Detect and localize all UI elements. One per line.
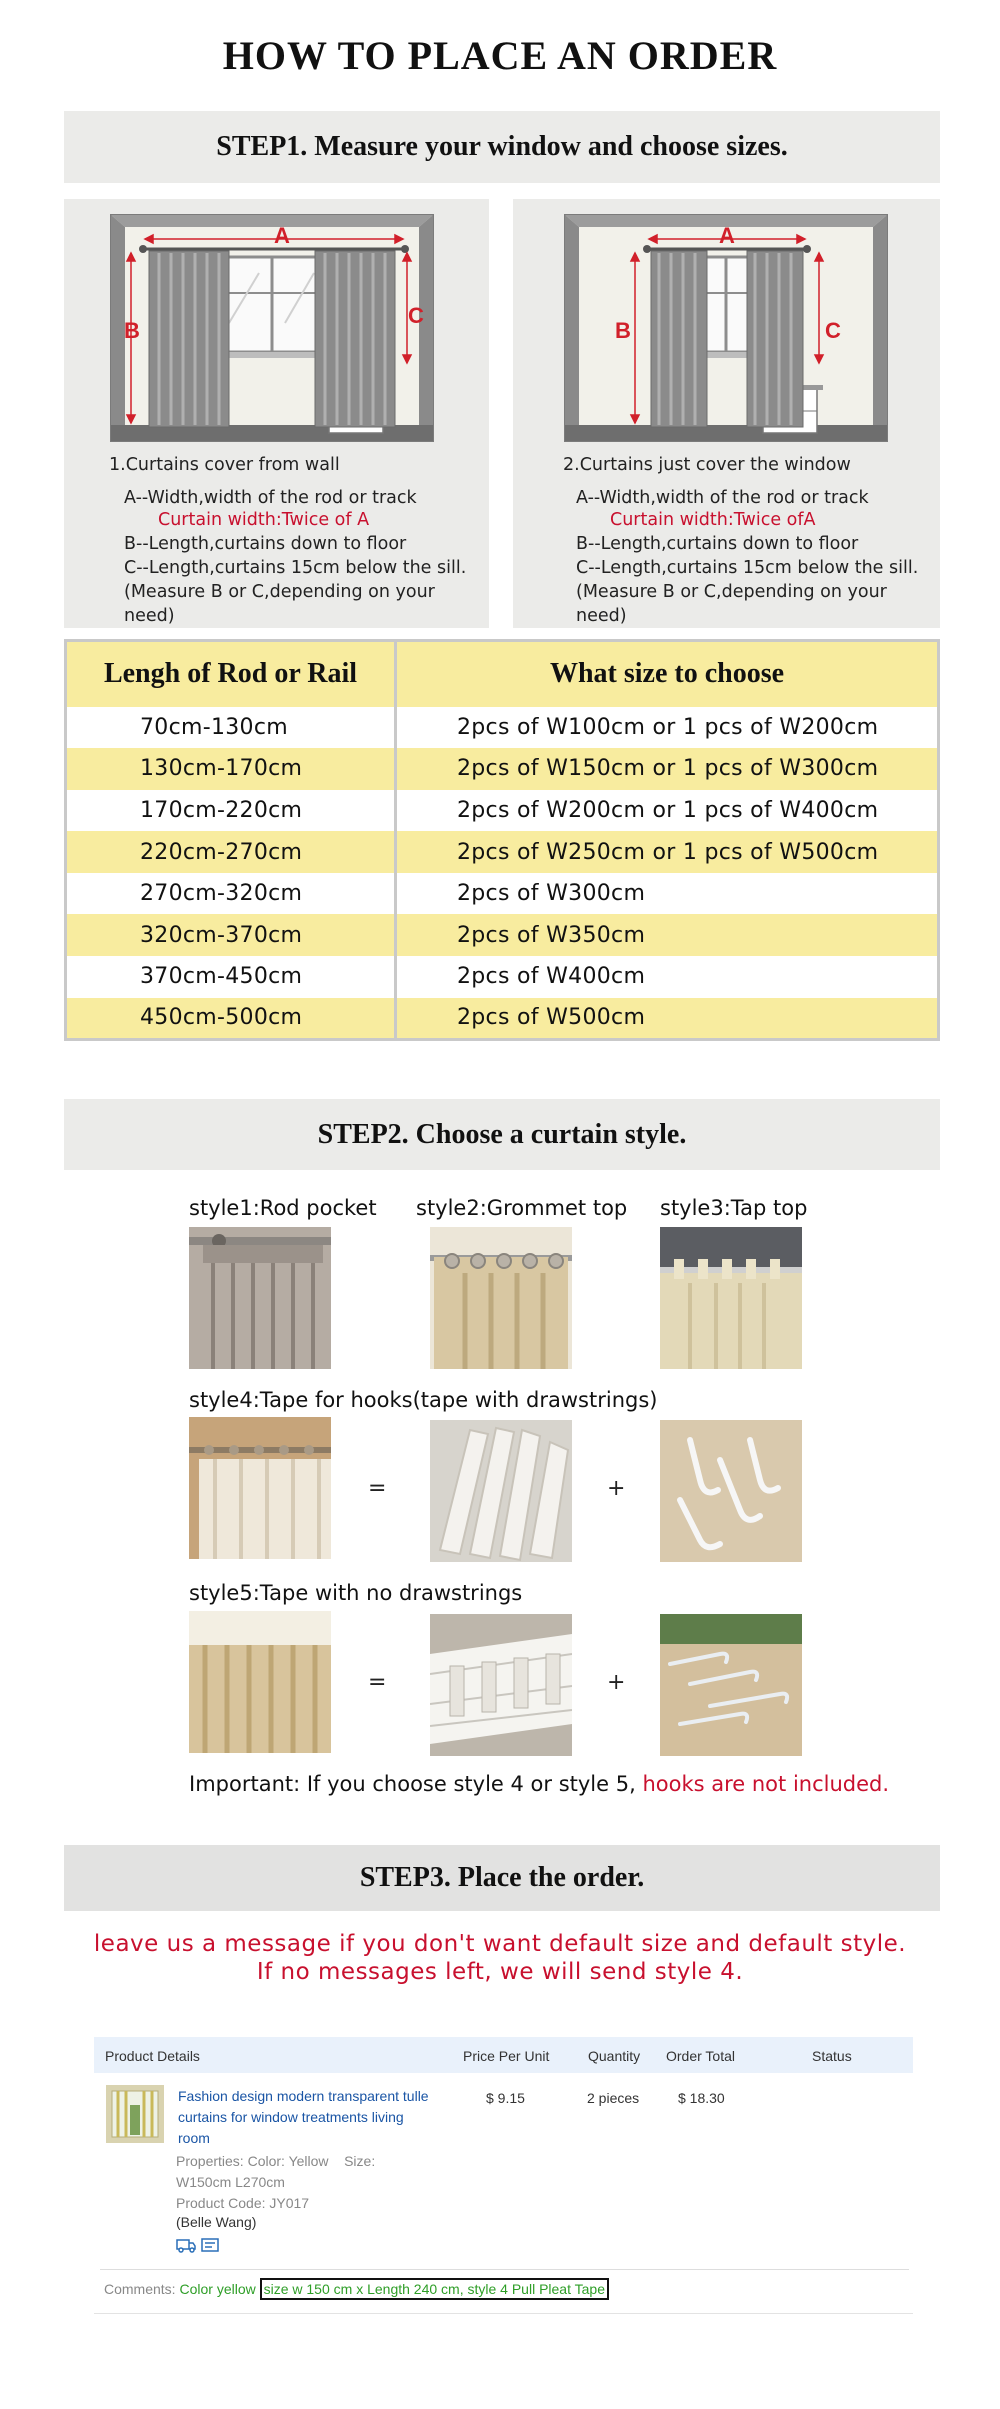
shipping-icon	[177, 2240, 195, 2252]
size-choice-cell: 2pcs of W150cm or 1 pcs of W300cm	[396, 748, 939, 790]
measure-panel-2	[513, 199, 940, 628]
product-code: Product Code: JY017	[176, 2195, 310, 2211]
panel1-line-a2: Curtain width:Twice of A	[158, 510, 370, 530]
panel2-line-c: C--Length,curtains 15cm below the sill.	[576, 558, 919, 578]
table-row	[66, 707, 939, 749]
table-row	[66, 748, 939, 790]
panel2-line-a2: Curtain width:Twice ofA	[610, 510, 816, 530]
message-icon	[202, 2239, 218, 2251]
panel1-heading: 1.Curtains cover from wall	[109, 455, 340, 475]
price-per-unit: $ 9.15	[486, 2090, 525, 2106]
rod-length-cell: 320cm-370cm	[66, 914, 396, 956]
product-name-link[interactable]	[178, 2086, 429, 2149]
rod-length-cell: 130cm-170cm	[66, 748, 396, 790]
panel1-line-c: C--Length,curtains 15cm below the sill.	[124, 558, 467, 578]
product-name-line: curtains for window treatments living	[178, 2109, 404, 2125]
style4-label: style4:Tape for hooks(tape with drawstrings)	[189, 1388, 658, 1412]
curtain-hooks-photo	[660, 1420, 802, 1562]
no-drawstring-tape-photo	[430, 1614, 572, 1756]
label-c: C	[408, 303, 424, 328]
label-c: C	[825, 318, 841, 343]
pleat-hook-curtain-photo	[189, 1417, 331, 1559]
rod-length-cell: 170cm-220cm	[66, 790, 396, 832]
step1-heading: STEP1. Measure your window and choose sizes.	[64, 111, 940, 183]
size-choice-cell: 2pcs of W200cm or 1 pcs of W400cm	[457, 797, 879, 823]
pleat-no-drawstring-photo	[189, 1611, 331, 1753]
order-total-value: $ 18.30	[678, 2090, 725, 2106]
style1-label: style1:Rod pocket	[189, 1196, 377, 1220]
rod-pocket-curtain-photo	[189, 1227, 331, 1369]
rod-length-cell: 370cm-450cm	[66, 956, 396, 998]
divider	[100, 2269, 909, 2270]
step2-heading: STEP2. Choose a curtain style.	[64, 1099, 940, 1170]
table-row	[66, 998, 939, 1040]
size-choice-cell: 2pcs of W400cm	[457, 964, 646, 990]
panel2-line-note: (Measure B or C,depending on your need)	[576, 582, 887, 626]
size-table-header: What size to choose	[396, 641, 939, 707]
panel1-line-note: (Measure B or C,depending on your need)	[124, 582, 435, 626]
panel1-line-b: B--Length,curtains down to floor	[124, 534, 407, 554]
page-title: HOW TO PLACE AN ORDER	[222, 33, 778, 78]
properties-line: Properties: Color: Yellow Size:	[176, 2153, 376, 2169]
window-diagram-2	[563, 213, 888, 443]
order-action-icons	[176, 2237, 220, 2253]
order-summary	[94, 2037, 913, 2302]
important-note-warning: hooks are not included.	[642, 1772, 890, 1796]
header-status: Status	[812, 2048, 852, 2064]
plus-sign: +	[607, 1476, 626, 1501]
window-diagram-1	[109, 213, 434, 443]
table-row	[66, 914, 939, 956]
drawstring-tape-photo	[430, 1420, 572, 1562]
step3-message-line1: leave us a message if you don't want default size and default style.	[93, 1931, 907, 1957]
header-quantity: Quantity	[588, 2048, 641, 2064]
panel2-heading: 2.Curtains just cover the window	[563, 455, 851, 475]
product-name-line: room	[178, 2130, 210, 2146]
rod-length-cell: 270cm-320cm	[66, 873, 396, 915]
table-row	[66, 873, 939, 915]
product-properties	[176, 2151, 375, 2214]
table-row	[66, 956, 939, 998]
panel2-line-a: A--Width,width of the rod or track	[576, 488, 869, 508]
header-order-total: Order Total	[666, 2048, 735, 2064]
properties-line: W150cm L270cm	[176, 2174, 285, 2190]
table-row	[66, 831, 939, 873]
size-table-header: Lengh of Rod or Rail	[66, 641, 396, 707]
rod-length-cell: 70cm-130cm	[66, 707, 396, 749]
comment-size-style-highlight: size w 150 cm x Length 240 cm, style 4 Pull Pleat Tape	[260, 2278, 609, 2300]
size-choice-cell: 2pcs of W300cm	[457, 881, 646, 907]
size-choice-cell: 2pcs of W350cm	[396, 914, 939, 956]
table-row	[66, 790, 939, 832]
order-comments	[104, 2281, 609, 2297]
label-a: A	[274, 223, 290, 248]
important-note-text: Important: If you choose style 4 or style 5,	[189, 1772, 636, 1796]
size-choice-cell: 2pcs of W100cm or 1 pcs of W200cm	[457, 714, 879, 740]
header-product-details: Product Details	[105, 2048, 200, 2064]
label-b: B	[124, 318, 140, 343]
important-note	[189, 1772, 889, 1796]
bottom-divider	[94, 2313, 913, 2314]
rod-length-cell: 450cm-500cm	[66, 998, 396, 1040]
grommet-curtain-photo	[430, 1227, 572, 1369]
label-a: A	[719, 223, 735, 248]
rod-length-cell: 220cm-270cm	[66, 831, 396, 873]
tab-top-curtain-photo	[660, 1227, 802, 1369]
style2-label: style2:Grommet top	[416, 1196, 628, 1220]
style5-label: style5:Tape with no drawstrings	[189, 1581, 523, 1605]
step3-message-line2: If no messages left, we will send style 4.	[256, 1959, 744, 1985]
seller-name: (Belle Wang)	[176, 2214, 257, 2230]
style3-label: style3:Tap top	[660, 1196, 808, 1220]
equals-sign: =	[368, 1476, 387, 1501]
size-table	[64, 639, 940, 1041]
product-name-line: Fashion design modern transparent tulle	[178, 2088, 429, 2104]
pin-hooks-photo	[660, 1614, 802, 1756]
comment-color: Color yellow	[179, 2281, 256, 2297]
quantity-value: 2 pieces	[587, 2090, 640, 2106]
step3-heading: STEP3. Place the order.	[64, 1845, 940, 1911]
header-price-per-unit: Price Per Unit	[463, 2048, 550, 2064]
panel2-line-b: B--Length,curtains down to floor	[576, 534, 859, 554]
measure-panel-1	[64, 199, 489, 628]
equals-sign: =	[368, 1670, 387, 1695]
size-choice-cell: 2pcs of W250cm or 1 pcs of W500cm	[396, 831, 939, 873]
label-b: B	[615, 318, 631, 343]
plus-sign: +	[607, 1670, 626, 1695]
product-thumbnail[interactable]	[106, 2085, 164, 2143]
comments-label: Comments:	[104, 2281, 176, 2297]
panel1-line-a: A--Width,width of the rod or track	[124, 488, 417, 508]
size-choice-cell: 2pcs of W500cm	[396, 998, 939, 1040]
